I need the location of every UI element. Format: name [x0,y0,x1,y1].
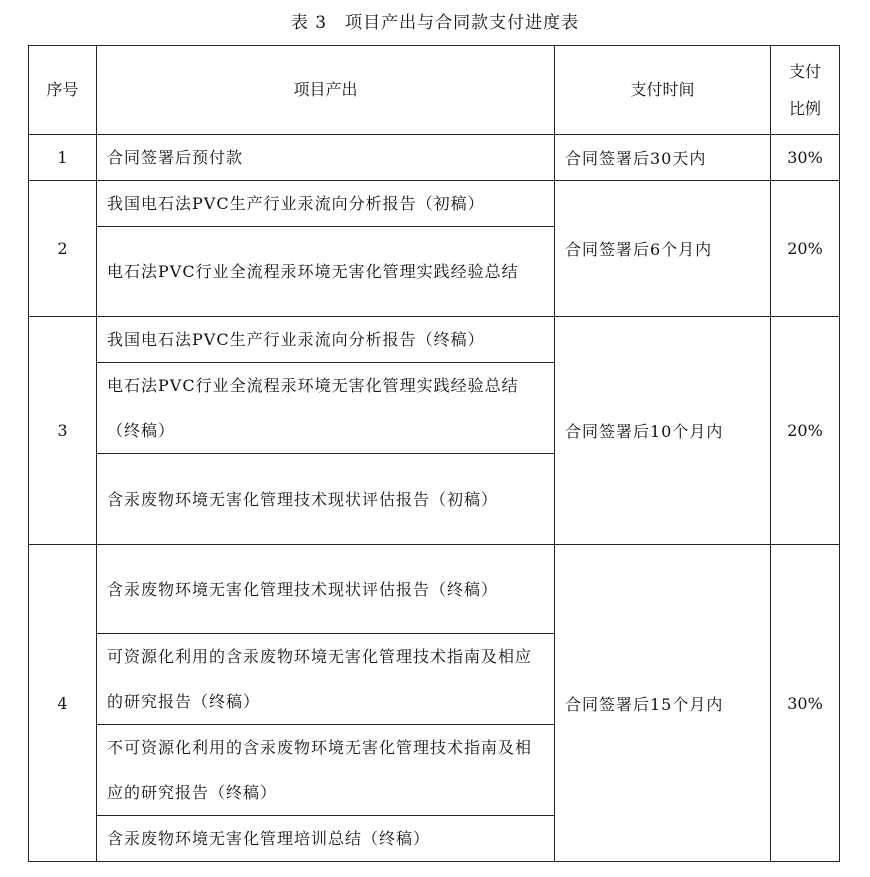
deliverable-cell: 电石法PVC行业全流程汞环境无害化管理实践经验总结 [97,227,555,317]
deliverable-cell: 电石法PVC行业全流程汞环境无害化管理实践经验总结（终稿） [97,363,555,454]
table-row [29,181,840,227]
table-caption: 表 3 项目产出与合同款支付进度表 [290,13,580,33]
deliverable-cell: 含汞废物环境无害化管理技术现状评估报告（终稿） [97,545,555,634]
ratio-cell: 20% [771,181,840,317]
header-ratio-line2: 比例 [788,99,821,118]
table-row [29,545,840,634]
header-row [29,46,840,135]
header-ratio [771,46,840,135]
header-deliverable: 项目产出 [97,46,555,135]
time-cell: 合同签署后10个月内 [555,317,771,545]
deliverable-cell: 不可资源化利用的含汞废物环境无害化管理技术指南及相应的研究报告（终稿） [97,725,555,816]
deliverable-cell: 含汞废物环境无害化管理技术现状评估报告（初稿） [97,454,555,545]
table-row [29,135,840,181]
seq-cell: 2 [29,181,97,317]
header-seq: 序号 [29,46,97,135]
deliverable-cell: 含汞废物环境无害化管理培训总结（终稿） [97,816,555,862]
seq-cell: 3 [29,317,97,545]
ratio-cell: 30% [771,135,840,181]
time-cell: 合同签署后15个月内 [555,545,771,862]
header-ratio-line1: 支付 [788,62,821,81]
deliverable-cell: 可资源化利用的含汞废物环境无害化管理技术指南及相应的研究报告（终稿） [97,634,555,725]
ratio-cell: 30% [771,545,840,862]
seq-cell: 1 [29,135,97,181]
time-cell: 合同签署后30天内 [555,135,771,181]
deliverable-cell: 合同签署后预付款 [97,135,555,181]
payment-schedule-table [28,45,840,862]
seq-cell: 4 [29,545,97,862]
table-row [29,317,840,363]
ratio-cell: 20% [771,317,840,545]
header-time: 支付时间 [555,46,771,135]
time-cell: 合同签署后6个月内 [555,181,771,317]
deliverable-cell: 我国电石法PVC生产行业汞流向分析报告（终稿） [97,317,555,363]
deliverable-cell: 我国电石法PVC生产行业汞流向分析报告（初稿） [97,181,555,227]
